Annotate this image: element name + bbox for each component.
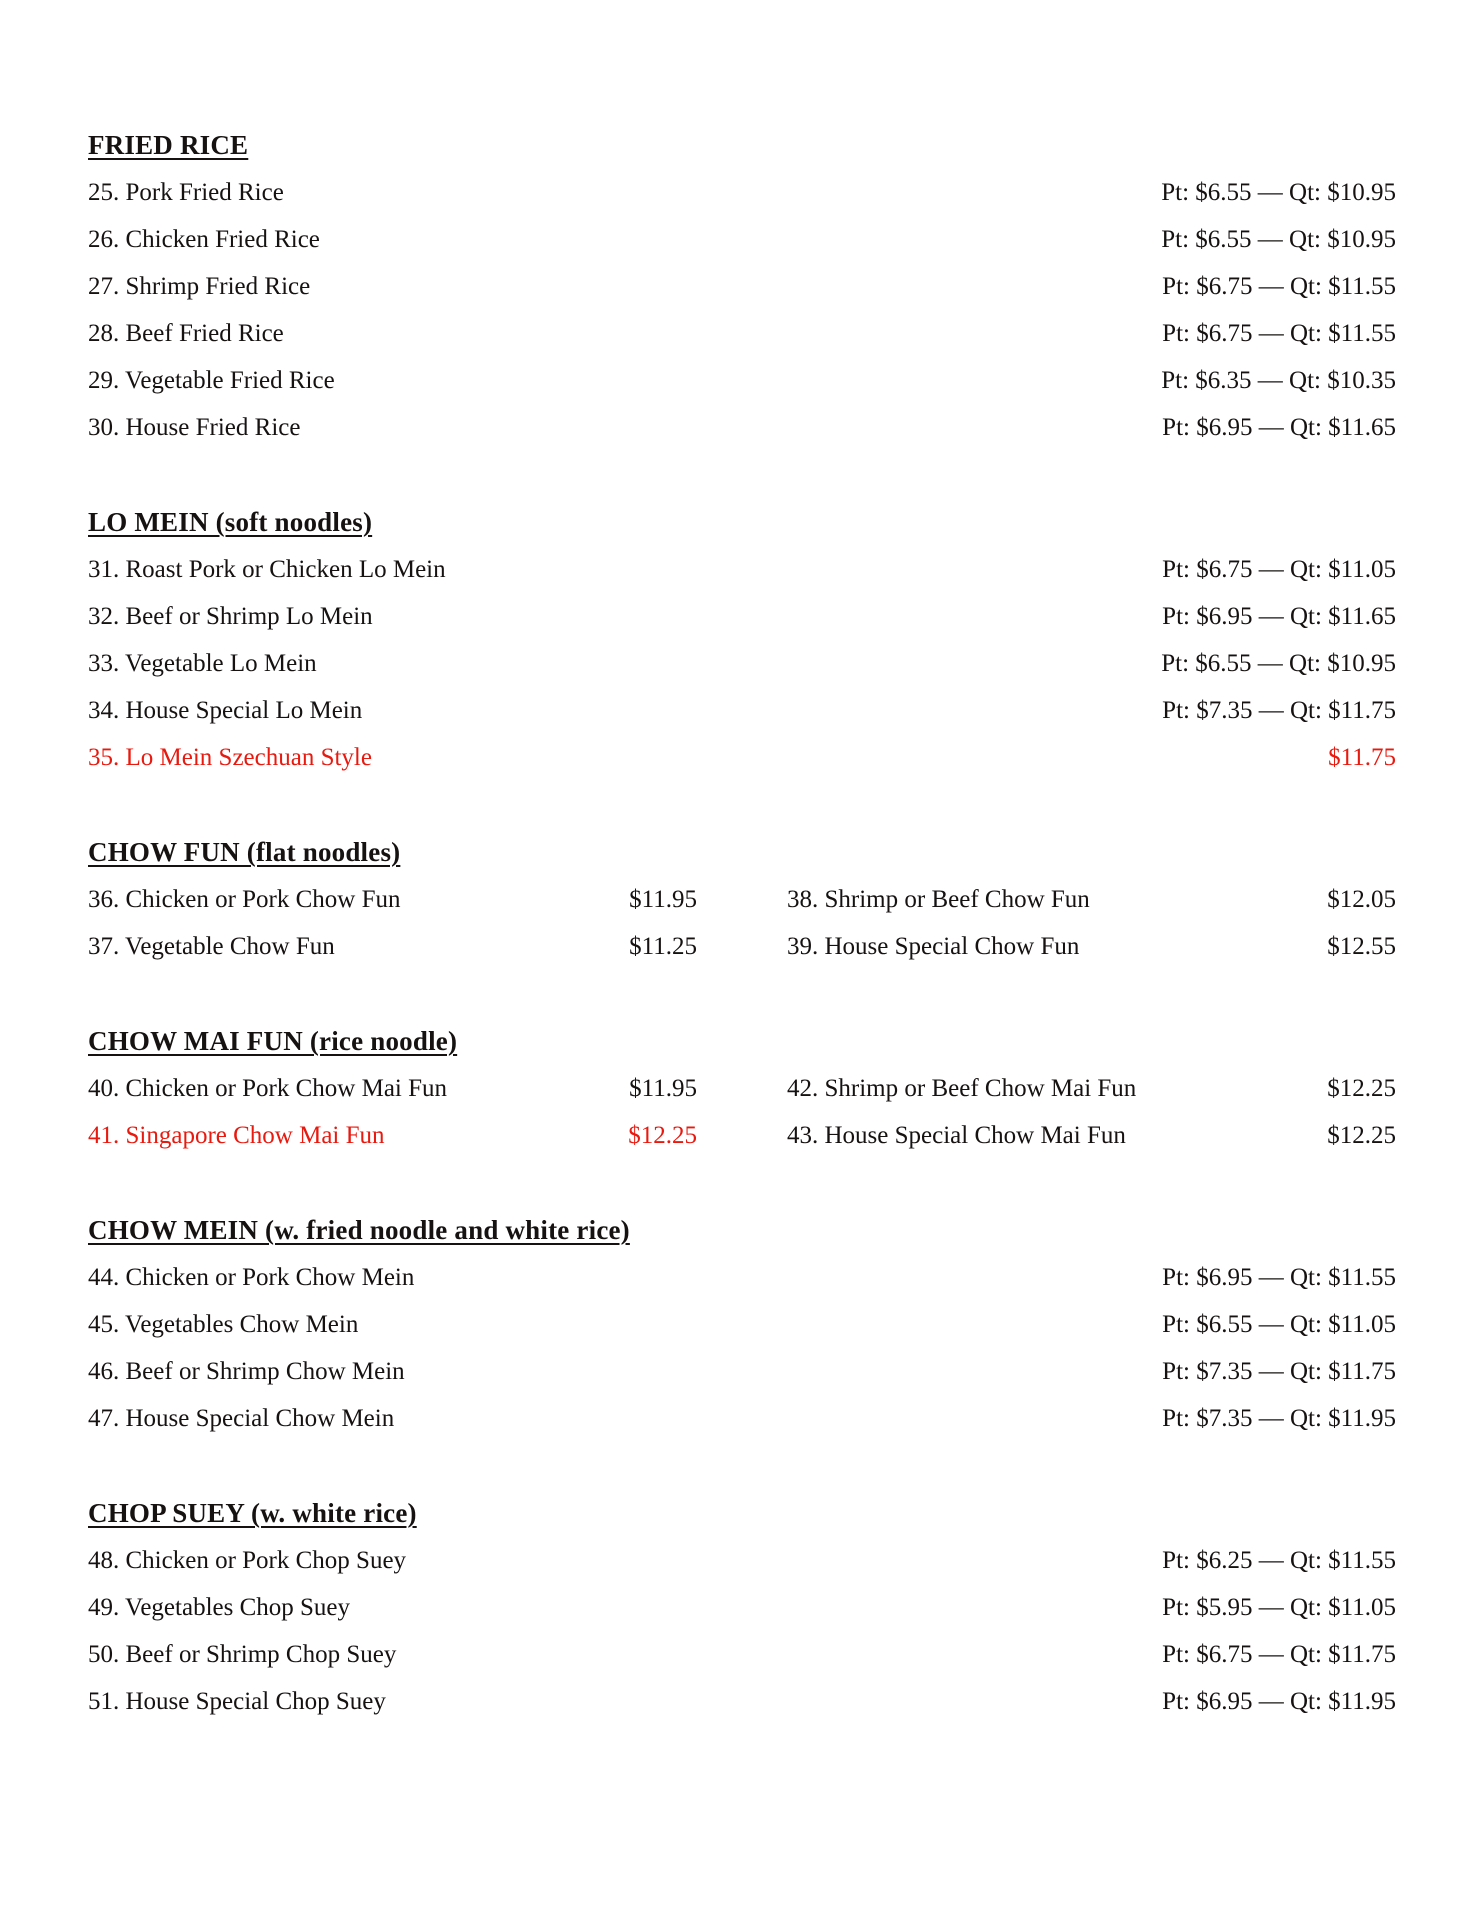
item-price: Pt: $6.95 — Qt: $11.65 — [1162, 603, 1396, 630]
item-name: 32. Beef or Shrimp Lo Mein — [88, 603, 373, 630]
item-price: Pt: $6.95 — Qt: $11.55 — [1162, 1264, 1396, 1291]
menu-section — [88, 829, 1396, 970]
menu-item — [88, 1254, 1396, 1301]
item-price: Pt: $6.75 — Qt: $11.75 — [1162, 1641, 1396, 1668]
item-name: 29. Vegetable Fried Rice — [88, 367, 335, 394]
item-price: $12.25 — [1327, 1122, 1396, 1149]
menu-item — [787, 1065, 1396, 1112]
menu-item — [88, 734, 1396, 781]
menu-item — [88, 1301, 1396, 1348]
item-price: Pt: $6.95 — Qt: $11.95 — [1162, 1688, 1396, 1715]
menu-item — [88, 687, 1396, 734]
item-price: Pt: $5.95 — Qt: $11.05 — [1162, 1594, 1396, 1621]
item-name: 26. Chicken Fried Rice — [88, 226, 320, 253]
item-price: $12.25 — [628, 1122, 697, 1149]
menu-item-row — [88, 876, 1396, 923]
section-title: CHOW MAI FUN (rice noodle) — [88, 1026, 458, 1056]
item-price: Pt: $6.55 — Qt: $10.95 — [1161, 650, 1396, 677]
item-name: 43. House Special Chow Mai Fun — [787, 1122, 1126, 1149]
menu-item — [88, 593, 1396, 640]
item-price: $12.25 — [1327, 1075, 1396, 1102]
item-price: $12.55 — [1327, 933, 1396, 960]
item-price: Pt: $6.55 — Qt: $10.95 — [1161, 179, 1396, 206]
item-name: 48. Chicken or Pork Chop Suey — [88, 1547, 407, 1574]
menu-item — [88, 263, 1396, 310]
section-title: FRIED RICE — [88, 130, 249, 160]
item-price: Pt: $7.35 — Qt: $11.75 — [1162, 1358, 1396, 1385]
menu-section — [88, 1207, 1396, 1442]
item-name: 40. Chicken or Pork Chow Mai Fun — [88, 1075, 448, 1102]
section-title: CHOP SUEY (w. white rice) — [88, 1498, 417, 1528]
menu-item — [88, 1395, 1396, 1442]
menu-item — [88, 1678, 1396, 1725]
menu-section — [88, 1490, 1396, 1725]
item-price: Pt: $6.55 — Qt: $10.95 — [1161, 226, 1396, 253]
item-price: $11.25 — [629, 933, 697, 960]
item-name: 31. Roast Pork or Chicken Lo Mein — [88, 556, 446, 583]
item-name: 47. House Special Chow Mein — [88, 1405, 395, 1432]
menu-item — [88, 1631, 1396, 1678]
menu-item-row — [88, 923, 1396, 970]
item-price: Pt: $6.55 — Qt: $11.05 — [1162, 1311, 1396, 1338]
menu-item — [88, 1065, 697, 1112]
menu-item — [88, 169, 1396, 216]
item-price: $11.95 — [629, 886, 697, 913]
menu-item — [88, 1112, 697, 1159]
item-name: 35. Lo Mein Szechuan Style — [88, 744, 372, 771]
item-name: 46. Beef or Shrimp Chow Mein — [88, 1358, 405, 1385]
menu-item — [88, 640, 1396, 687]
menu-item — [88, 923, 697, 970]
item-name: 34. House Special Lo Mein — [88, 697, 363, 724]
section-title: LO MEIN (soft noodles) — [88, 507, 373, 537]
item-name: 51. House Special Chop Suey — [88, 1688, 386, 1715]
menu-section — [88, 122, 1396, 451]
item-name: 33. Vegetable Lo Mein — [88, 650, 317, 677]
item-price: Pt: $6.35 — Qt: $10.35 — [1161, 367, 1396, 394]
item-name: 28. Beef Fried Rice — [88, 320, 284, 347]
item-name: 45. Vegetables Chow Mein — [88, 1311, 359, 1338]
item-name: 50. Beef or Shrimp Chop Suey — [88, 1641, 397, 1668]
item-price: Pt: $6.95 — Qt: $11.65 — [1162, 414, 1396, 441]
section-title: CHOW FUN (flat noodles) — [88, 837, 401, 867]
menu-item — [88, 546, 1396, 593]
item-price: Pt: $7.35 — Qt: $11.95 — [1162, 1405, 1396, 1432]
item-price: Pt: $7.35 — Qt: $11.75 — [1162, 697, 1396, 724]
item-name: 30. House Fried Rice — [88, 414, 301, 441]
menu-item — [88, 404, 1396, 451]
menu-item — [88, 310, 1396, 357]
menu-section — [88, 499, 1396, 781]
item-price: $11.95 — [629, 1075, 697, 1102]
item-name: 36. Chicken or Pork Chow Fun — [88, 886, 401, 913]
menu-item — [88, 1348, 1396, 1395]
menu-item — [88, 1537, 1396, 1584]
menu-item-row — [88, 1065, 1396, 1112]
menu-item — [88, 876, 697, 923]
section-title: CHOW MEIN (w. fried noodle and white rice) — [88, 1215, 630, 1245]
item-price: $12.05 — [1327, 886, 1396, 913]
item-name: 37. Vegetable Chow Fun — [88, 933, 335, 960]
menu-item — [787, 1112, 1396, 1159]
item-name: 38. Shrimp or Beef Chow Fun — [787, 886, 1090, 913]
item-price: Pt: $6.25 — Qt: $11.55 — [1162, 1547, 1396, 1574]
menu-item — [787, 923, 1396, 970]
item-name: 49. Vegetables Chop Suey — [88, 1594, 351, 1621]
menu-item — [88, 357, 1396, 404]
item-price: $11.75 — [1328, 744, 1396, 771]
menu-section — [88, 1018, 1396, 1159]
item-name: 39. House Special Chow Fun — [787, 933, 1080, 960]
menu-item — [88, 1584, 1396, 1631]
menu-item-row — [88, 1112, 1396, 1159]
item-name: 44. Chicken or Pork Chow Mein — [88, 1264, 415, 1291]
item-name: 27. Shrimp Fried Rice — [88, 273, 311, 300]
item-price: Pt: $6.75 — Qt: $11.05 — [1162, 556, 1396, 583]
item-name: 42. Shrimp or Beef Chow Mai Fun — [787, 1075, 1137, 1102]
menu-item — [787, 876, 1396, 923]
item-price: Pt: $6.75 — Qt: $11.55 — [1162, 320, 1396, 347]
menu-sections — [88, 122, 1396, 1725]
item-price: Pt: $6.75 — Qt: $11.55 — [1162, 273, 1396, 300]
menu-item — [88, 216, 1396, 263]
item-name: 41. Singapore Chow Mai Fun — [88, 1122, 385, 1149]
item-name: 25. Pork Fried Rice — [88, 179, 284, 206]
